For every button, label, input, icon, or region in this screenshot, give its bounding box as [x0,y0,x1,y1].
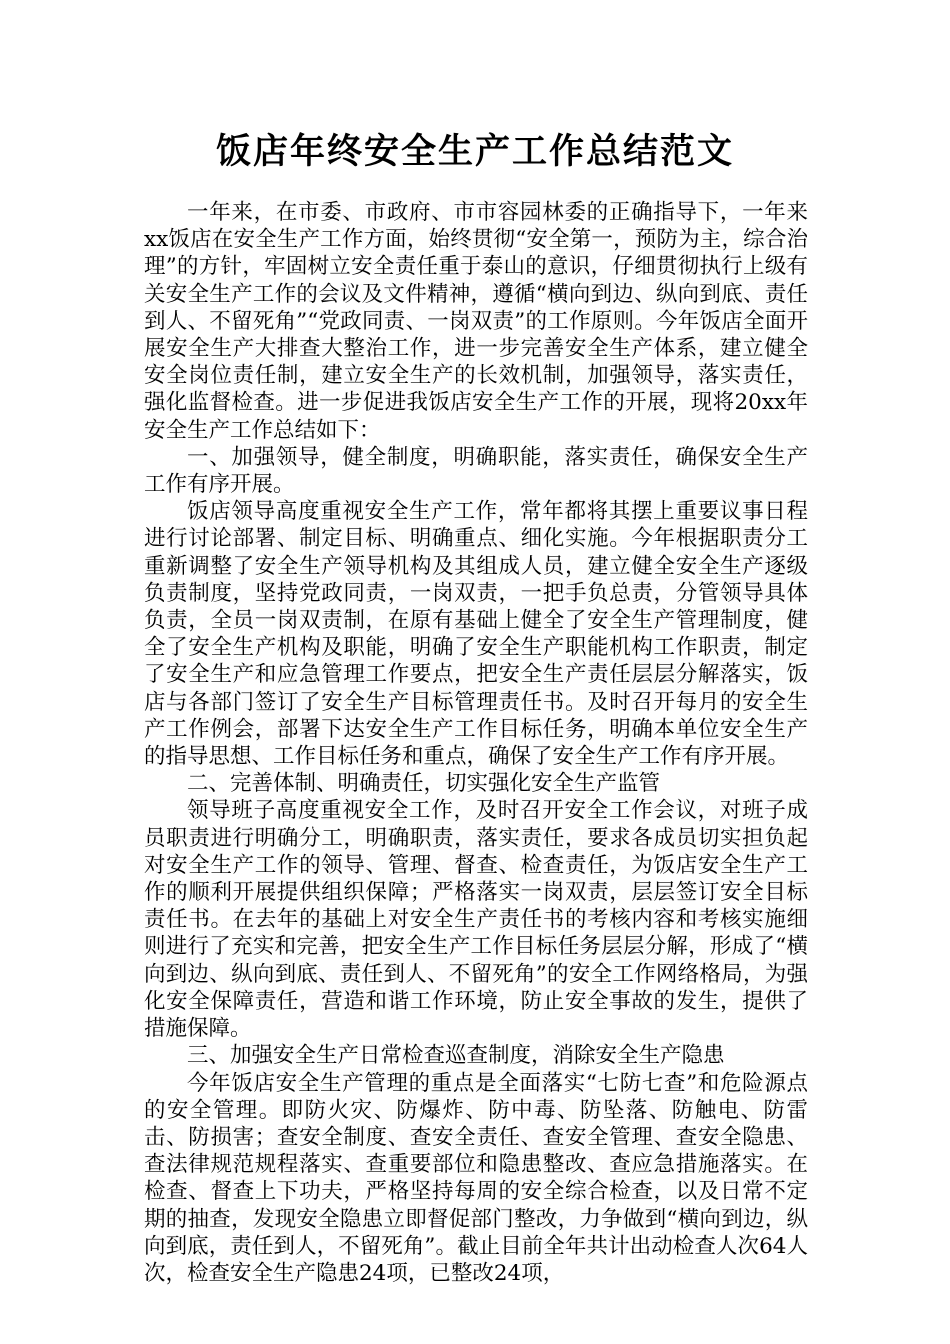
document-title: 饭店年终安全生产工作总结范文 [215,132,734,172]
paragraph-section-2: 领导班子高度重视安全工作，及时召开安全工作会议，对班子成员职责进行明确分工，明确职责，落实责任，要求各成员切实担负起对安全生产工作的领导、管理、督查、检查责任，为饭店安全生产工作的顺利开展提供组织保障；严格落实一岗双责，层层签订安全目标责任书。在去年的基础上对安全生产责任书的考核内容和考核实施细则进行了充实和完善，把安全生产工作目标任务层层分解，形成了“横向到边、纵向到底、责任到人、不留死角”的安全工作网络格局，为强化安全保障责任，营造和谐工作环境，防止安全事故的发生，提供了措施保障。 [144,798,808,1042]
document-body [144,199,808,1287]
paragraph-intro: 一年来，在市委、市政府、市市容园林委的正确指导下，一年来xx饭店在安全生产工作方面，始终贯彻“安全第一，预防为主，综合治理”的方针，牢固树立安全责任重于泰山的意识，仔细贯彻执行上级有关安全生产工作的会议及文件精神，遵循“横向到边、纵向到底、责任到人、不留死角”“党政同责、一岗双责”的工作原则。今年饭店全面开展安全生产大排查大整治工作，进一步完善安全生产体系，建立健全安全岗位责任制，建立安全生产的长效机制，加强领导，落实责任，强化监督检查。进一步促进我饭店安全生产工作的开展，现将20xx年安全生产工作总结如下： [144,200,808,443]
paragraph-section-1: 饭店领导高度重视安全生产工作，常年都将其摆上重要议事日程进行讨论部署、制定目标、明确重点、细化实施。今年根据职责分工重新调整了安全生产领导机构及其组成人员，建立健全安全生产逐级负责制度，坚持党政同责，一岗双责，一把手负总责，分管领导具体负责，全员一岗双责制，在原有基础上健全了安全生产管理制度，健全了安全生产机构及职能，明确了安全生产职能机构工作职责，制定了安全生产和应急管理工作要点，把安全生产责任层层分解落实，饭店与各部门签订了安全生产目标管理责任书。及时召开每月的安全生产工作例会，部署下达安全生产工作目标任务，明确本单位安全生产的指导思想、工作目标任务和重点，确保了安全生产工作有序开展。 [144,499,808,770]
section-heading-2: 二、完善体制、明确责任，切实强化安全生产监管 [187,771,661,797]
section-heading-1: 一、加强领导，健全制度，明确职能，落实责任，确保安全生产工作有序开展。 [144,444,808,498]
paragraph-section-3: 今年饭店安全生产管理的重点是全面落实“七防七查”和危险源点的安全管理。即防火灾、防爆炸、防中毒、防坠落、防触电、防雷击、防损害；查安全制度、查安全责任、查安全管理、查安全隐患、查法律规范规程落实、查重要部位和隐患整改、查应急措施落实。在检查、督查上下功夫，严格坚持每周的安全综合检查，以及日常不定期的抽查，发现安全隐患立即督促部门整改，力争做到“横向到边，纵向到底，责任到人，不留死角”。截止目前全年共计出动检查人次64人次，检查安全生产隐患24项，已整改24项， [144,1070,808,1286]
section-heading-3: 三、加强安全生产日常检查巡查制度，消除安全生产隐患 [187,1043,725,1069]
